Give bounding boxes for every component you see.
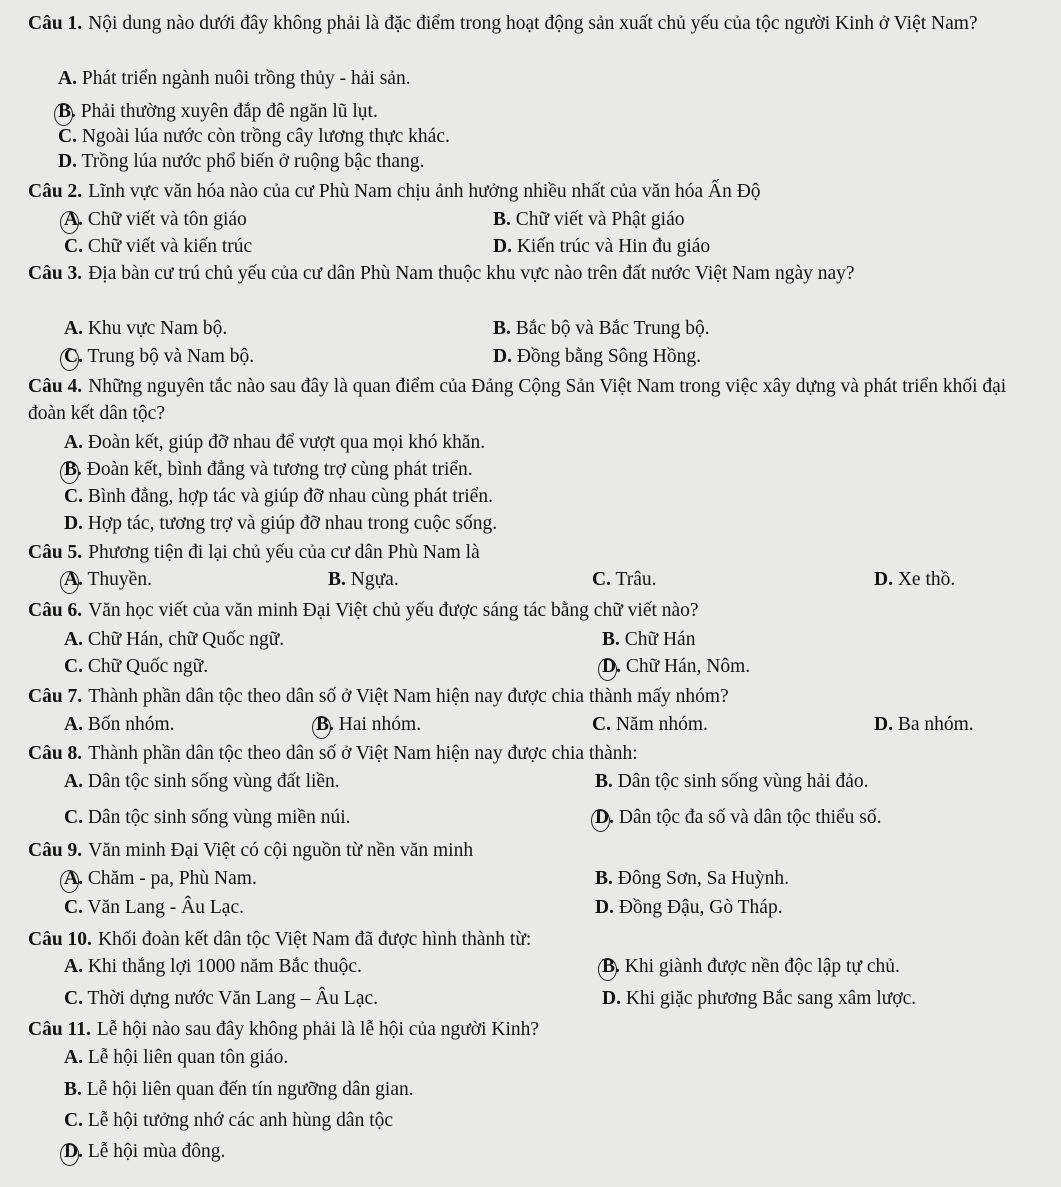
option-row: C. Chữ viết và kiến trúc D. Kiến trúc và Hin đu giáo: [64, 236, 711, 257]
question-11: Câu 11. Lễ hội nào sau đây không phải là lễ hội của người Kinh?: [28, 1019, 540, 1040]
option-row: A. Chữ viết và tôn giáo B. Chữ viết và Phật giáo: [64, 209, 685, 230]
option-row: C. Văn Lang - Âu Lạc. D. Đồng Đậu, Gò Tháp.: [64, 897, 783, 918]
question-4: Câu 4. Những nguyên tắc nào sau đây là quan điểm của Đảng Cộng Sản Việt Nam trong việc xây dựng và phát triển khối đại đoàn kết dân tộc?: [28, 376, 1007, 424]
option-row: C. Chữ Quốc ngữ. D. Chữ Hán, Nôm.: [64, 656, 751, 677]
option-circled: B. Phải thường xuyên đắp đê ngăn lũ lụt.: [58, 101, 378, 122]
question-3: Câu 3. Địa bàn cư trú chủ yếu của cư dân Phù Nam thuộc khu vực nào trên đất nước Việt Nam ngày nay?: [28, 263, 855, 284]
question-9: Câu 9. Văn minh Đại Việt có cội nguồn từ nền văn minh: [28, 840, 474, 861]
question-1: Câu 1. Nội dung nào dưới đây không phải là đặc điểm trong hoạt động sản xuất chủ yếu của tộc người Kinh ở Việt Nam?: [28, 13, 978, 34]
option-row: A. Dân tộc sinh sống vùng đất liền. B. Dân tộc sinh sống vùng hải đảo.: [64, 771, 869, 792]
option-row: A. Thuyền. B. Ngựa. C. Trâu. D. Xe thồ.: [64, 569, 956, 590]
question-5: Câu 5. Phương tiện đi lại chủ yếu của cư dân Phù Nam là: [28, 542, 480, 563]
option-row: A. Khi thắng lợi 1000 năm Bắc thuộc. B. Khi giành được nền độc lập tự chủ.: [64, 956, 900, 977]
option: C. Lễ hội tưởng nhớ các anh hùng dân tộc: [64, 1110, 394, 1131]
option: A. Đoàn kết, giúp đỡ nhau để vượt qua mọi khó khăn.: [64, 432, 486, 453]
option: C. Ngoài lúa nước còn trồng cây lương thực khác.: [58, 126, 450, 147]
option-row: A. Chăm - pa, Phù Nam. B. Đông Sơn, Sa Huỳnh.: [64, 868, 789, 889]
option: D. Hợp tác, tương trợ và giúp đỡ nhau trong cuộc sống.: [64, 513, 498, 534]
option-row: A. Khu vực Nam bộ. B. Bắc bộ và Bắc Trung bộ.: [64, 318, 710, 339]
option: A. Phát triển ngành nuôi trồng thủy - hải sản.: [58, 68, 411, 89]
option-row: A. Bốn nhóm. B. Hai nhóm. C. Năm nhóm. D. Ba nhóm.: [64, 714, 974, 735]
option: D. Trồng lúa nước phổ biến ở ruộng bậc thang.: [58, 151, 425, 172]
question-8: Câu 8. Thành phần dân tộc theo dân số ở Việt Nam hiện nay được chia thành:: [28, 743, 638, 764]
option-row: C. Thời dựng nước Văn Lang – Âu Lạc. D. Khi giặc phương Bắc sang xâm lược.: [64, 988, 917, 1009]
question-6: Câu 6. Văn học viết của văn minh Đại Việt chủ yếu được sáng tác bằng chữ viết nào?: [28, 600, 699, 621]
option: C. Bình đẳng, hợp tác và giúp đỡ nhau cùng phát triển.: [64, 486, 493, 507]
option-row: A. Chữ Hán, chữ Quốc ngữ. B. Chữ Hán: [64, 629, 696, 650]
option: B. Lễ hội liên quan đến tín ngưỡng dân gian.: [64, 1079, 414, 1100]
option-circled: D. Lễ hội mùa đông.: [64, 1141, 226, 1162]
option-circled: B. Đoàn kết, bình đẳng và tương trợ cùng phát triển.: [64, 459, 473, 480]
option-row: C. Dân tộc sinh sống vùng miền núi. D. Dân tộc đa số và dân tộc thiểu số.: [64, 807, 882, 828]
option: A. Lễ hội liên quan tôn giáo.: [64, 1047, 289, 1068]
question-7: Câu 7. Thành phần dân tộc theo dân số ở Việt Nam hiện nay được chia thành mấy nhóm?: [28, 686, 729, 707]
question-2: Câu 2. Lĩnh vực văn hóa nào của cư Phù Nam chịu ảnh hưởng nhiều nhất của văn hóa Ấn Độ: [28, 181, 761, 202]
option-row: C. Trung bộ và Nam bộ. D. Đồng bằng Sông Hồng.: [64, 346, 702, 367]
question-10: Câu 10. Khối đoàn kết dân tộc Việt Nam đã được hình thành từ:: [28, 929, 532, 950]
